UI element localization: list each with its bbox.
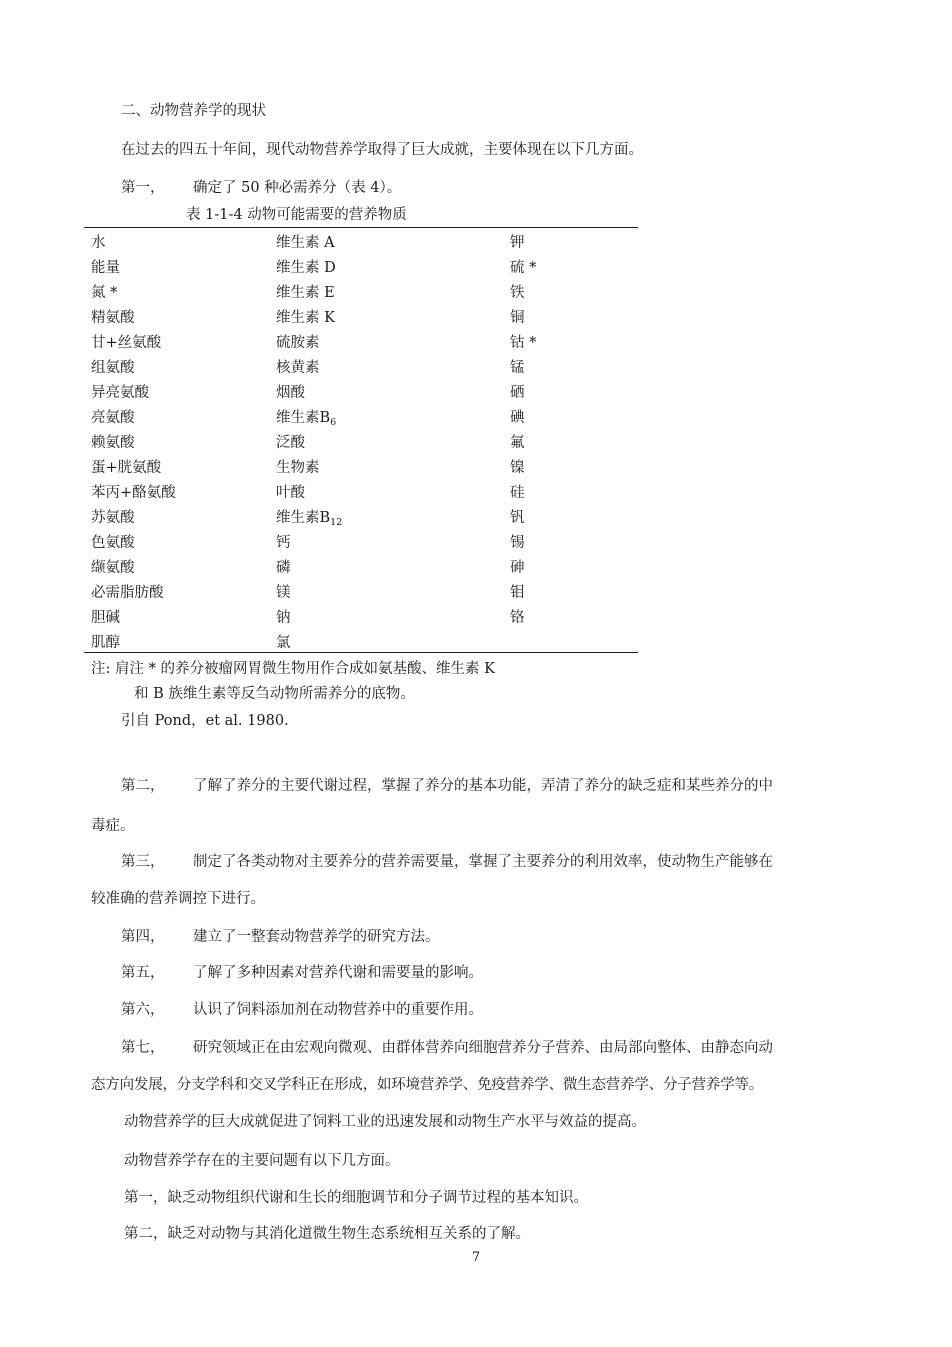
table-cell: 泛酸 bbox=[276, 435, 305, 451]
problem-2: 第二，缺乏对动物与其消化道微生物生态系统相互关系的了解。 bbox=[124, 1226, 530, 1242]
table-cell: 维生素 K bbox=[276, 310, 335, 326]
intro-paragraph: 在过去的四五十年间，现代动物营养学取得了巨大成就，主要体现在以下几方面。 bbox=[121, 142, 643, 158]
page-number: 7 bbox=[471, 1250, 481, 1265]
table-cell: 铬 bbox=[510, 610, 525, 626]
table-cell: 叶酸 bbox=[276, 485, 305, 501]
table-cell: 苏氨酸 bbox=[91, 510, 135, 526]
point-3-line-2: 较准确的营养调控下进行。 bbox=[91, 891, 265, 907]
point-2-label: 第二， bbox=[121, 778, 165, 794]
table-cell: 苯丙+酪氨酸 bbox=[91, 485, 176, 501]
table-cell: 水 bbox=[91, 235, 106, 251]
point-7-label: 第七， bbox=[121, 1040, 165, 1056]
table-cell: 蛋+胱氨酸 bbox=[91, 460, 162, 476]
table-cell: 必需脂肪酸 bbox=[91, 585, 164, 601]
table-cell: 维生素 D bbox=[276, 260, 336, 276]
table-cell: 组氨酸 bbox=[91, 360, 135, 376]
table-cell: 氯 bbox=[276, 635, 291, 651]
table-cell: 钾 bbox=[510, 235, 525, 251]
point-6-label: 第六， bbox=[121, 1002, 165, 1018]
point-2-line-1 bbox=[121, 774, 773, 795]
table-cell: 维生素$B_{12}$ bbox=[276, 510, 343, 528]
point-3-label: 第三， bbox=[121, 854, 165, 870]
point-7-text: 研究领域正在由宏观向微观、由群体营养向细胞营养分子营养、由局部向整体、由静态向动 bbox=[193, 1040, 773, 1056]
table-cell: 锡 bbox=[510, 535, 525, 551]
section-title: 二、动物营养学的现状 bbox=[121, 103, 266, 119]
table-cell: 碘 bbox=[510, 410, 525, 426]
point-4-label: 第四， bbox=[121, 929, 165, 945]
table-cell: 钒 bbox=[510, 510, 525, 526]
table-cell: 维生素$B_6$ bbox=[276, 410, 337, 428]
table-source: 引自 Pond，et al. 1980. bbox=[121, 713, 289, 729]
table-cell: 缬氨酸 bbox=[91, 560, 135, 576]
point-1-text: 确定了 50 种必需养分（表 4）。 bbox=[193, 180, 402, 196]
point-2-line-2: 毒症。 bbox=[91, 818, 135, 834]
table-cell: 赖氨酸 bbox=[91, 435, 135, 451]
point-7-line-2: 态方向发展，分支学科和交叉学科正在形成，如环境营养学、免疫营养学、微生态营养学、分子营养学等。 bbox=[91, 1077, 764, 1093]
table-cell: 钼 bbox=[510, 585, 525, 601]
table-cell: 氮 * bbox=[91, 285, 118, 301]
summary-paragraph: 动物营养学的巨大成就促进了饲料工业的迅速发展和动物生产水平与效益的提高。 bbox=[124, 1114, 646, 1130]
problems-intro: 动物营养学存在的主要问题有以下几方面。 bbox=[124, 1153, 400, 1169]
table-cell: 镁 bbox=[276, 585, 291, 601]
table-cell: 钠 bbox=[276, 610, 291, 626]
table-top-rule bbox=[84, 227, 638, 228]
table-cell: 钙 bbox=[276, 535, 291, 551]
table-cell: 硅 bbox=[510, 485, 525, 501]
table-cell: 硫 * bbox=[510, 260, 537, 276]
table-cell: 核黄素 bbox=[276, 360, 320, 376]
table-cell: 异亮氨酸 bbox=[91, 385, 149, 401]
point-3-line-1 bbox=[121, 850, 773, 871]
table-cell: 硒 bbox=[510, 385, 525, 401]
table-caption: 表 1-1-4 动物可能需要的营养物质 bbox=[186, 207, 407, 223]
table-cell: 维生素 A bbox=[276, 235, 335, 251]
table-cell: 氟 bbox=[510, 435, 525, 451]
table-cell: 镍 bbox=[510, 460, 525, 476]
point-1-label: 第一， bbox=[121, 180, 165, 196]
point-6 bbox=[121, 998, 483, 1019]
point-7-line-1 bbox=[121, 1036, 773, 1057]
point-2-text: 了解了养分的主要代谢过程，掌握了养分的基本功能，弄清了养分的缺乏症和某些养分的中 bbox=[193, 778, 773, 794]
point-5 bbox=[121, 961, 483, 982]
point-3-text: 制定了各类动物对主要养分的营养需要量，掌握了主要养分的利用效率，使动物生产能够在 bbox=[193, 854, 773, 870]
table-cell: 铁 bbox=[510, 285, 525, 301]
table-cell: 烟酸 bbox=[276, 385, 305, 401]
point-4 bbox=[121, 925, 440, 946]
table-note-line-2: 和 B 族维生素等反刍动物所需养分的底物。 bbox=[134, 686, 415, 702]
table-cell: 精氨酸 bbox=[91, 310, 135, 326]
point-1 bbox=[121, 176, 401, 197]
table-cell: 钴 * bbox=[510, 335, 537, 351]
table-cell: 能量 bbox=[91, 260, 120, 276]
table-cell: 亮氨酸 bbox=[91, 410, 135, 426]
point-5-text: 了解了多种因素对营养代谢和需要量的影响。 bbox=[193, 965, 483, 981]
table-cell: 甘+丝氨酸 bbox=[91, 335, 162, 351]
table-cell: 肌醇 bbox=[91, 635, 120, 651]
table-cell: 磷 bbox=[276, 560, 291, 576]
table-cell: 锰 bbox=[510, 360, 525, 376]
problem-1: 第一，缺乏动物组织代谢和生长的细胞调节和分子调节过程的基本知识。 bbox=[124, 1190, 588, 1206]
table-cell: 维生素 E bbox=[276, 285, 335, 301]
point-6-text: 认识了饲料添加剂在动物营养中的重要作用。 bbox=[193, 1002, 483, 1018]
table-cell: 胆碱 bbox=[91, 610, 120, 626]
point-5-label: 第五， bbox=[121, 965, 165, 981]
table-cell: 砷 bbox=[510, 560, 525, 576]
table-note-line-1: 注: 肩注 * 的养分被瘤网胃微生物用作合成如氨基酸、维生素 K bbox=[91, 661, 495, 677]
table-cell: 铜 bbox=[510, 310, 525, 326]
table-cell: 硫胺素 bbox=[276, 335, 320, 351]
point-4-text: 建立了一整套动物营养学的研究方法。 bbox=[193, 929, 440, 945]
table-cell: 色氨酸 bbox=[91, 535, 135, 551]
table-bottom-rule bbox=[84, 652, 638, 653]
table-cell: 生物素 bbox=[276, 460, 320, 476]
